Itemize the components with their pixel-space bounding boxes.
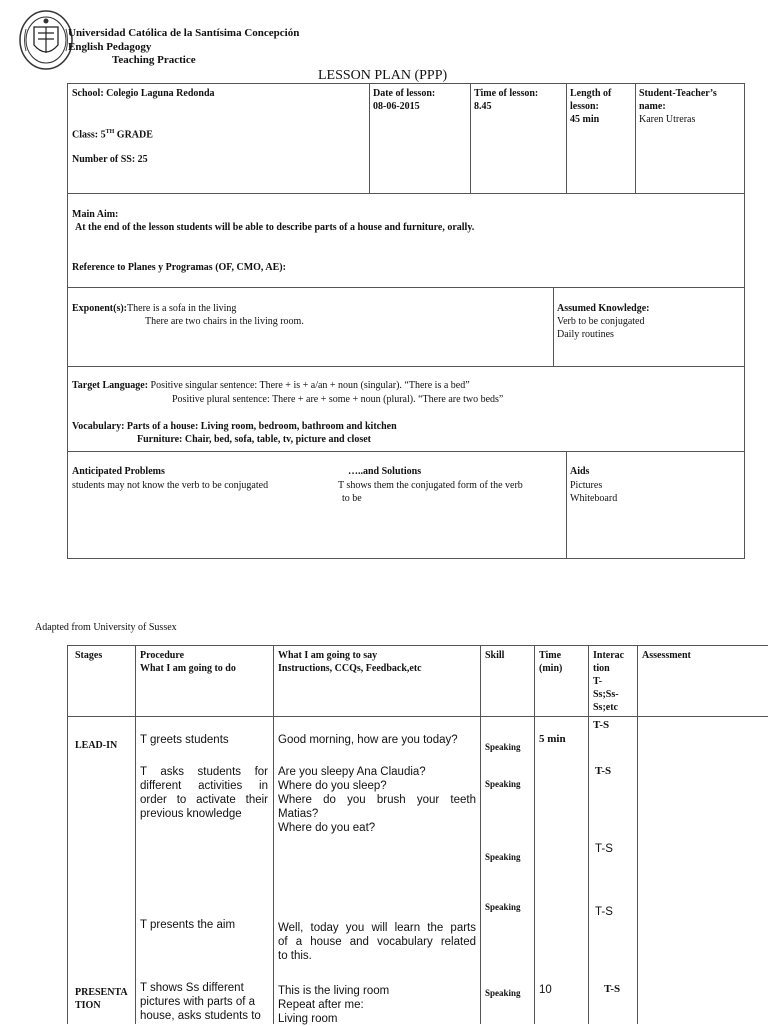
course-name: Teaching Practice [112, 54, 196, 66]
date-value: 08-06-2015 [373, 101, 420, 112]
interaction-aim: T-S [595, 906, 613, 918]
say-aim: Well, today you will learn the parts of a house and vocabulary related to this. [278, 922, 476, 962]
header-procedure-sub: What I am going to do [140, 663, 236, 674]
adapted-note: Adapted from University of Sussex [35, 622, 177, 633]
length-label: Length of [570, 88, 612, 99]
header-interaction-3: T- [593, 676, 603, 687]
interaction-questions: T-S [595, 765, 612, 777]
stage-presentation-2: TION [75, 1000, 101, 1011]
header-interaction-2: tion [593, 663, 610, 674]
header-interaction: Interac [593, 650, 625, 661]
vocabulary-line-1: Vocabulary: Parts of a house: Living room, bedroom, bathroom and kitchen [72, 421, 397, 432]
main-aim-label: Main Aim: [72, 209, 119, 220]
teacher-label: Student-Teacher’s [639, 88, 717, 99]
interaction-row-3: T-S [595, 843, 613, 855]
skill-questions: Speaking [485, 779, 521, 789]
time-lead-in: 5 min [539, 733, 566, 745]
procedure-aim: T presents the aim [140, 919, 236, 931]
interaction-presentation: T-S [604, 983, 621, 995]
target-language-line-2: Positive plural sentence: There + are + some + noun (plural). “There are two beds” [172, 394, 504, 405]
school-field: School: Colegio Laguna Redonda [72, 88, 215, 99]
university-name: Universidad Católica de la Santísima Concepción [68, 27, 300, 39]
assumed-knowledge-1: Verb to be conjugated [557, 316, 645, 327]
stage-presentation: PRESENTA [75, 987, 128, 998]
header-procedure: Procedure [140, 650, 185, 661]
skill-presentation: Speaking [485, 988, 521, 998]
date-label: Date of lesson: [373, 88, 436, 99]
length-value: 45 min [570, 114, 600, 125]
main-aim-text: At the end of the lesson students will be able to describe parts of a house and furniture, orally. [75, 222, 475, 233]
assumed-knowledge-2: Daily routines [557, 329, 614, 340]
aids-label: Aids [570, 466, 590, 477]
say-questions: Are you sleepy Ana Claudia? Where do you sleep? Where do you brush your teeth Matias? Where do you eat? [278, 766, 476, 834]
say-greet: Good morning, how are you today? [278, 734, 458, 746]
header-stages: Stages [75, 650, 103, 661]
time-value: 8.45 [474, 101, 492, 112]
header-say-sub: Instructions, CCQs, Feedback,etc [278, 663, 422, 674]
procedure-pictures: T shows Ss different pictures with parts of a house, asks students to [140, 982, 261, 1022]
header-interaction-5: Ss;etc [593, 702, 618, 713]
exponents-line-2: There are two chairs in the living room. [145, 316, 304, 327]
length-label-2: lesson: [570, 101, 599, 112]
aids-item-1: Pictures [570, 480, 603, 491]
class-field: Class: 5TH GRADE [72, 129, 153, 141]
header-time-sub: (min) [539, 663, 563, 674]
skill-row-4: Speaking [485, 902, 521, 912]
department-name: English Pedagogy [68, 41, 152, 53]
skill-greet: Speaking [485, 742, 521, 752]
reference-label: Reference to Planes y Programas (OF, CMO, AE): [72, 262, 286, 273]
aids-item-2: Whiteboard [570, 493, 618, 504]
header-skill: Skill [485, 650, 505, 661]
teacher-label-2: name: [639, 101, 666, 112]
header-time: Time [539, 650, 562, 661]
solutions-label: …..and Solutions [348, 466, 422, 477]
procedure-greet: T greets students [140, 734, 229, 746]
say-living-room: This is the living room Repeat after me: Living room [278, 985, 390, 1025]
header-say: What I am going to say [278, 650, 378, 661]
solutions-text-1: T shows them the conjugated form of the verb [338, 480, 523, 491]
header-assessment: Assessment [642, 650, 691, 661]
anticipated-problems-text: students may not know the verb to be conjugated [72, 480, 269, 491]
header-interaction-4: Ss;Ss- [593, 689, 619, 700]
page-title: LESSON PLAN (PPP) [318, 68, 448, 83]
exponents-line-1: Exponent(s):There is a sofa in the living [72, 303, 237, 314]
number-of-students-field: Number of SS: 25 [72, 154, 148, 165]
vocabulary-line-2: Furniture: Chair, bed, sofa, table, tv, picture and closet [137, 434, 371, 445]
anticipated-problems-label: Anticipated Problems [72, 466, 165, 477]
procedure-activate: T asks students for different activities in order to activate their previous knowledge [140, 766, 268, 820]
assumed-knowledge-label: Assumed Knowledge: [557, 303, 650, 314]
university-seal-logo [18, 9, 74, 71]
target-language-line-1: Target Language: Positive singular sentence: There + is + a/an + noun (singular). “There is a bed” [72, 380, 470, 391]
time-label: Time of lesson: [474, 88, 539, 99]
time-presentation: 10 [539, 984, 552, 996]
solutions-text-2: to be [342, 493, 362, 504]
stage-lead-in: LEAD-IN [75, 740, 118, 751]
skill-row-3: Speaking [485, 852, 521, 862]
teacher-value: Karen Utreras [639, 114, 696, 125]
interaction-greet: T-S [593, 719, 610, 731]
